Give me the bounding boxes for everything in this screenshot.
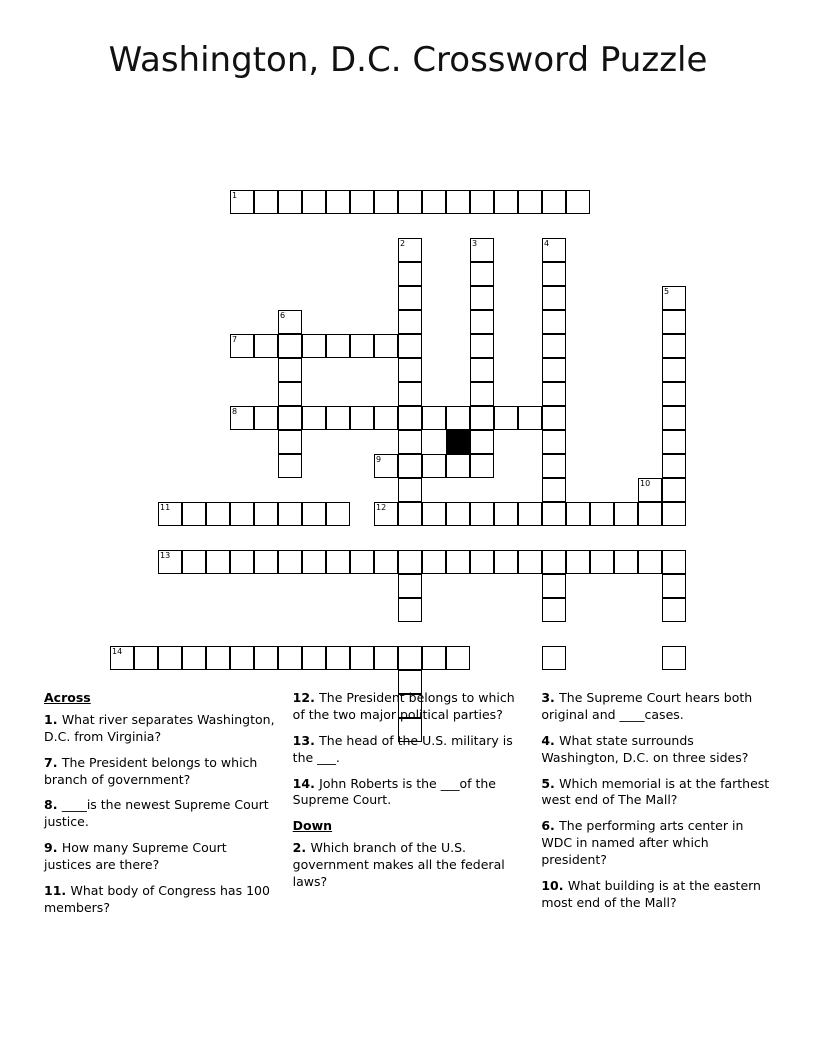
cell-number: 10	[640, 479, 651, 488]
clue-text: The President belongs to which branch of government?	[44, 754, 258, 787]
grid-cell[interactable]	[662, 550, 686, 574]
grid-cell[interactable]	[350, 334, 374, 358]
grid-cell[interactable]	[278, 502, 302, 526]
cell-number: 7	[232, 335, 238, 344]
grid-cell[interactable]	[494, 550, 518, 574]
grid-cell[interactable]	[470, 190, 494, 214]
grid-cell[interactable]	[302, 646, 326, 670]
grid-cell[interactable]	[278, 430, 302, 454]
clue-number: 1.	[44, 711, 62, 727]
cell-number: 2	[400, 239, 406, 248]
clue-text: The head of the U.S. military is the ___.	[292, 732, 513, 765]
clue-text: John Roberts is the ___of the Supreme Court.	[292, 775, 496, 808]
grid-cell[interactable]	[398, 478, 422, 502]
grid-cell[interactable]	[398, 454, 422, 478]
clues-column-2	[293, 690, 524, 990]
cell-number: 9	[376, 455, 382, 464]
grid-cell[interactable]	[542, 262, 566, 286]
grid-cell[interactable]	[398, 190, 422, 214]
grid-cell[interactable]	[542, 646, 566, 670]
grid-cell[interactable]	[398, 334, 422, 358]
grid-cell[interactable]	[254, 334, 278, 358]
grid-cell[interactable]	[254, 550, 278, 574]
grid-cell[interactable]	[470, 454, 494, 478]
grid-cell[interactable]	[398, 286, 422, 310]
grid-cell[interactable]	[542, 358, 566, 382]
clue-item	[44, 883, 275, 917]
grid-cell[interactable]	[374, 550, 398, 574]
grid-cell[interactable]	[398, 502, 422, 526]
grid-cell[interactable]	[398, 598, 422, 622]
grid-cell[interactable]	[542, 286, 566, 310]
grid-cell[interactable]	[254, 190, 278, 214]
grid-cell[interactable]	[398, 574, 422, 598]
grid-cell[interactable]	[182, 550, 206, 574]
grid-cell[interactable]	[446, 550, 470, 574]
clue-item	[44, 712, 275, 746]
clue-number: 9.	[44, 840, 62, 856]
grid-cell[interactable]	[470, 382, 494, 406]
clue-number: 8.	[44, 797, 62, 813]
clues-column-1	[44, 690, 275, 990]
grid-cell[interactable]	[350, 190, 374, 214]
grid-cell[interactable]	[206, 646, 230, 670]
grid-cell[interactable]	[278, 406, 302, 430]
grid-cell[interactable]	[230, 190, 254, 214]
grid-cell[interactable]	[422, 646, 446, 670]
grid-cell[interactable]	[662, 382, 686, 406]
grid-cell[interactable]	[422, 454, 446, 478]
clue-item	[541, 776, 772, 810]
clue-item	[541, 878, 772, 912]
grid-cell[interactable]	[422, 550, 446, 574]
cell-number: 1	[232, 191, 238, 200]
grid-cell[interactable]	[374, 334, 398, 358]
grid-cell[interactable]	[662, 598, 686, 622]
clue-item	[293, 776, 524, 810]
grid-cell[interactable]	[398, 382, 422, 406]
grid-cell[interactable]	[542, 406, 566, 430]
cell-number: 13	[160, 551, 171, 560]
grid-cell[interactable]	[470, 310, 494, 334]
clue-text: The performing arts center in WDC in named after which president?	[541, 818, 744, 867]
grid-cell[interactable]	[326, 190, 350, 214]
grid-cell[interactable]	[542, 502, 566, 526]
grid-cell[interactable]	[278, 382, 302, 406]
grid-cell[interactable]	[230, 646, 254, 670]
grid-cell[interactable]	[206, 502, 230, 526]
clue-text: What body of Congress has 100 members?	[44, 882, 270, 915]
page-title: Washington, D.C. Crossword Puzzle	[108, 40, 708, 80]
grid-cell[interactable]	[398, 358, 422, 382]
grid-cell[interactable]	[470, 262, 494, 286]
clue-item	[541, 818, 772, 869]
grid-cell[interactable]	[278, 550, 302, 574]
clue-item	[44, 840, 275, 874]
grid-cell[interactable]	[230, 502, 254, 526]
clue-text: What building is at the eastern most end of the Mall?	[541, 877, 761, 910]
grid-cell[interactable]	[206, 550, 230, 574]
grid-cell[interactable]	[590, 502, 614, 526]
grid-cell[interactable]	[326, 502, 350, 526]
grid-cell[interactable]	[446, 454, 470, 478]
grid-cell[interactable]	[350, 406, 374, 430]
grid-cell[interactable]	[542, 238, 566, 262]
clue-number: 11.	[44, 882, 71, 898]
clue-number: 10.	[541, 877, 568, 893]
grid-cell[interactable]	[662, 286, 686, 310]
down-clue-list-2	[541, 690, 772, 912]
grid-cell[interactable]	[470, 358, 494, 382]
clue-item	[541, 733, 772, 767]
grid-cell[interactable]	[470, 430, 494, 454]
grid-cell[interactable]	[566, 550, 590, 574]
cell-number: 3	[472, 239, 478, 248]
grid-cell[interactable]	[662, 430, 686, 454]
grid-cell[interactable]	[470, 406, 494, 430]
grid-cell[interactable]	[302, 502, 326, 526]
clue-text: Which memorial is at the farthest west end of The Mall?	[541, 775, 770, 808]
clue-text: The Supreme Court hears both original and ____cases.	[541, 690, 753, 722]
cell-number: 8	[232, 407, 238, 416]
clue-text: ____is the newest Supreme Court justice.	[44, 797, 269, 830]
grid-cell[interactable]	[542, 454, 566, 478]
grid-cell[interactable]	[422, 406, 446, 430]
clue-item	[293, 690, 524, 724]
grid-cell[interactable]	[374, 406, 398, 430]
clue-number: 13.	[292, 732, 320, 748]
grid-cell[interactable]	[158, 550, 182, 574]
grid-cell[interactable]	[638, 550, 662, 574]
grid-cell[interactable]	[182, 502, 206, 526]
across-clue-list-1	[44, 712, 275, 917]
cell-number: 5	[664, 287, 670, 296]
grid-cell[interactable]	[518, 406, 542, 430]
clue-item	[293, 733, 524, 767]
grid-cell[interactable]	[398, 550, 422, 574]
grid-cell[interactable]	[446, 406, 470, 430]
grid-cell[interactable]	[470, 550, 494, 574]
grid-cell[interactable]	[494, 406, 518, 430]
grid-cell[interactable]	[374, 502, 398, 526]
clue-item	[541, 690, 772, 724]
clue-number: 2.	[292, 840, 311, 856]
grid-block	[446, 430, 470, 454]
clue-number: 3.	[541, 690, 560, 705]
grid-cell[interactable]	[566, 190, 590, 214]
grid-cell[interactable]	[542, 550, 566, 574]
grid-cell[interactable]	[230, 334, 254, 358]
grid-cell[interactable]	[470, 334, 494, 358]
grid-cell[interactable]	[398, 430, 422, 454]
cell-number: 14	[112, 647, 123, 656]
grid-cell[interactable]	[182, 646, 206, 670]
cell-number: 6	[280, 311, 286, 320]
grid-cell[interactable]	[278, 310, 302, 334]
clue-item	[44, 755, 275, 789]
down-clue-list-1	[293, 840, 524, 891]
grid-cell[interactable]	[662, 478, 686, 502]
grid-cell[interactable]	[254, 502, 278, 526]
grid-cell[interactable]	[350, 550, 374, 574]
grid-cell[interactable]	[638, 502, 662, 526]
grid-cell[interactable]	[662, 502, 686, 526]
grid-cell[interactable]	[278, 190, 302, 214]
clue-number: 12.	[292, 690, 320, 705]
grid-cell[interactable]	[566, 502, 590, 526]
grid-cell[interactable]	[230, 406, 254, 430]
grid-cell[interactable]	[518, 190, 542, 214]
grid-cell[interactable]	[518, 550, 542, 574]
clue-text: What state surrounds Washington, D.C. on three sides?	[541, 732, 749, 765]
grid-cell[interactable]	[662, 646, 686, 670]
grid-cell[interactable]	[494, 190, 518, 214]
clue-text: Which branch of the U.S. government makes all the federal laws?	[292, 840, 505, 889]
clue-text: The President belongs to which of the two major political parties?	[292, 690, 515, 722]
grid-cell[interactable]	[398, 646, 422, 670]
grid-cell[interactable]	[446, 502, 470, 526]
across-clue-list-2	[293, 690, 524, 809]
cell-number: 12	[376, 503, 387, 512]
cell-number: 11	[160, 503, 171, 512]
grid-cell[interactable]	[662, 574, 686, 598]
clue-text: What river separates Washington, D.C. from Virginia?	[44, 711, 275, 744]
grid-cell[interactable]	[542, 430, 566, 454]
clue-number: 14.	[292, 775, 320, 791]
grid-cell[interactable]	[542, 310, 566, 334]
clues-section	[0, 690, 816, 990]
grid-cell[interactable]	[662, 406, 686, 430]
grid-cell[interactable]	[374, 454, 398, 478]
grid-cell[interactable]	[326, 334, 350, 358]
grid-cell[interactable]	[302, 550, 326, 574]
grid-cell[interactable]	[326, 550, 350, 574]
grid-cell[interactable]	[446, 646, 470, 670]
grid-cell[interactable]	[470, 502, 494, 526]
grid-cell[interactable]	[278, 454, 302, 478]
grid-cell[interactable]	[134, 646, 158, 670]
grid-cell[interactable]	[542, 598, 566, 622]
grid-cell[interactable]	[614, 550, 638, 574]
grid-cell[interactable]	[614, 502, 638, 526]
grid-cell[interactable]	[398, 310, 422, 334]
grid-cell[interactable]	[542, 382, 566, 406]
across-heading: Across	[44, 690, 91, 705]
grid-cell[interactable]	[638, 478, 662, 502]
clue-item	[44, 797, 275, 831]
clue-number: 4.	[541, 732, 560, 748]
grid-cell[interactable]	[518, 502, 542, 526]
clue-number: 6.	[541, 818, 560, 834]
grid-cell[interactable]	[302, 190, 326, 214]
grid-cell[interactable]	[374, 190, 398, 214]
clue-text: How many Supreme Court justices are there?	[44, 840, 227, 872]
grid-cell[interactable]	[662, 310, 686, 334]
grid-cell[interactable]	[590, 550, 614, 574]
grid-cell[interactable]	[542, 334, 566, 358]
grid-cell[interactable]	[350, 646, 374, 670]
grid-cell[interactable]	[398, 238, 422, 262]
clue-item	[293, 840, 524, 891]
grid-cell[interactable]	[398, 406, 422, 430]
grid-cell[interactable]	[542, 190, 566, 214]
grid-cell[interactable]	[494, 502, 518, 526]
clue-number: 7.	[44, 754, 62, 770]
grid-cell[interactable]	[302, 334, 326, 358]
crossword-grid	[0, 80, 816, 660]
grid-cell[interactable]	[158, 646, 182, 670]
grid-cell[interactable]	[470, 286, 494, 310]
grid-cell[interactable]	[326, 406, 350, 430]
grid-cell[interactable]	[302, 406, 326, 430]
grid-cell[interactable]	[422, 502, 446, 526]
grid-cell[interactable]	[374, 646, 398, 670]
grid-cell[interactable]	[422, 190, 446, 214]
grid-cell[interactable]	[446, 190, 470, 214]
grid-cell[interactable]	[326, 646, 350, 670]
grid-cell[interactable]	[230, 550, 254, 574]
grid-cell[interactable]	[254, 646, 278, 670]
grid-cell[interactable]	[110, 646, 134, 670]
grid-cell[interactable]	[278, 334, 302, 358]
grid-cell[interactable]	[254, 406, 278, 430]
grid-cell[interactable]	[278, 358, 302, 382]
grid-cell[interactable]	[158, 502, 182, 526]
grid-cell[interactable]	[662, 454, 686, 478]
down-heading: Down	[292, 818, 333, 834]
cell-number: 4	[544, 239, 550, 248]
grid-cell[interactable]	[662, 358, 686, 382]
grid-cell[interactable]	[542, 574, 566, 598]
grid-cell[interactable]	[398, 262, 422, 286]
grid-cell[interactable]	[470, 238, 494, 262]
grid-cell[interactable]	[662, 334, 686, 358]
clue-number: 5.	[541, 775, 560, 791]
clues-column-3	[541, 690, 772, 990]
grid-cell[interactable]	[542, 478, 566, 502]
grid-cell[interactable]	[278, 646, 302, 670]
